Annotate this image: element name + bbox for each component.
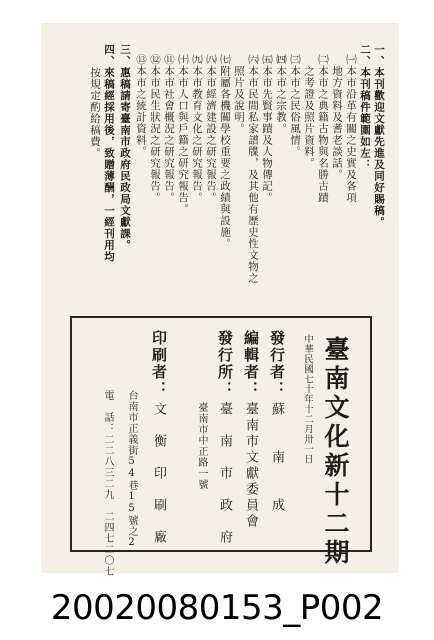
notice-item-1: 一、本刊歡迎文獻先進及同好賜稿。	[373, 44, 385, 228]
notice-sub-6: ㈥本市民間私家譜牒，及其他有歷史性文物之	[247, 54, 259, 284]
archive-id-caption: 20020080153_P002	[50, 588, 384, 628]
editor-name: 臺南市文獻委員會	[243, 402, 258, 530]
notice-sub-2b: 之考證及照片資料。	[303, 54, 315, 169]
notice-sub-7: ㈦附屬各機關學校重要之政績與設施。	[219, 54, 231, 250]
notice-sub-10: ㈩本市人口與戶籍之研究報告。	[177, 54, 189, 215]
notice-sub-1b: 地方資料及耆老談話。	[331, 54, 343, 181]
colophon-box	[70, 316, 372, 577]
office-address: 臺南市中正路一號	[196, 402, 207, 490]
notice-sub-9: ㈨本市教育文化之研究報告。	[191, 54, 203, 204]
notice-item-3: 三、惠稿請寄臺南市政府民政局文獻課。	[119, 44, 131, 251]
notice-sub-11: ⑪本市社會概況之研究報告。	[163, 54, 175, 204]
editor-label: 編輯者：	[242, 330, 260, 398]
notice-sub-5: ㈤本市先賢事蹟及人物傳記。	[261, 54, 273, 204]
notice-sub-12: ⑫本市民生狀況之研究報告。	[149, 54, 161, 204]
office-name: 臺 南 市 政 府	[217, 402, 232, 546]
printer-address: 台南市正義街54巷15號之2	[126, 390, 137, 549]
notice-sub-13: ⑬本市之統計資料。	[135, 54, 147, 158]
notice-sub-1: ㈠本市沿革有關之史實及各項	[345, 54, 357, 204]
colophon-title: 臺南文化新十二期	[321, 336, 350, 568]
notice-sub-2: ㈡本市之典籍古物與名勝古蹟	[317, 54, 329, 204]
printer-telephone: 電 話：二二八三二九 二四七二〇七	[102, 390, 113, 577]
document-page	[42, 24, 398, 577]
publisher-label: 發行者：	[268, 330, 286, 398]
notice-item-4b: 按規定酌給稿費。	[89, 44, 101, 159]
publication-date: 中華民國七十年十二月卅一日	[302, 334, 313, 464]
notice-item-2: 二、本刊稿件範圍如左：	[359, 44, 371, 171]
notice-sub-8: ㈧本市經濟建設之研究報告。	[205, 54, 217, 204]
notice-sub-4: ㈣本市之宗教。	[275, 54, 287, 135]
notice-sub-3: ㈢本市之民俗風情。	[289, 54, 301, 158]
office-label: 發行所：	[216, 330, 234, 398]
printer-label: 印刷者：	[150, 330, 168, 398]
printer-name: 文 衡 印 刷 廠	[151, 402, 166, 546]
notice-sub-6b: 照片及說明。	[233, 54, 245, 135]
notice-item-4: 四、來稿經採用後，致贈薄酬，一經刊用均	[103, 44, 115, 263]
publisher-name: 蘇 南 成	[269, 402, 284, 514]
